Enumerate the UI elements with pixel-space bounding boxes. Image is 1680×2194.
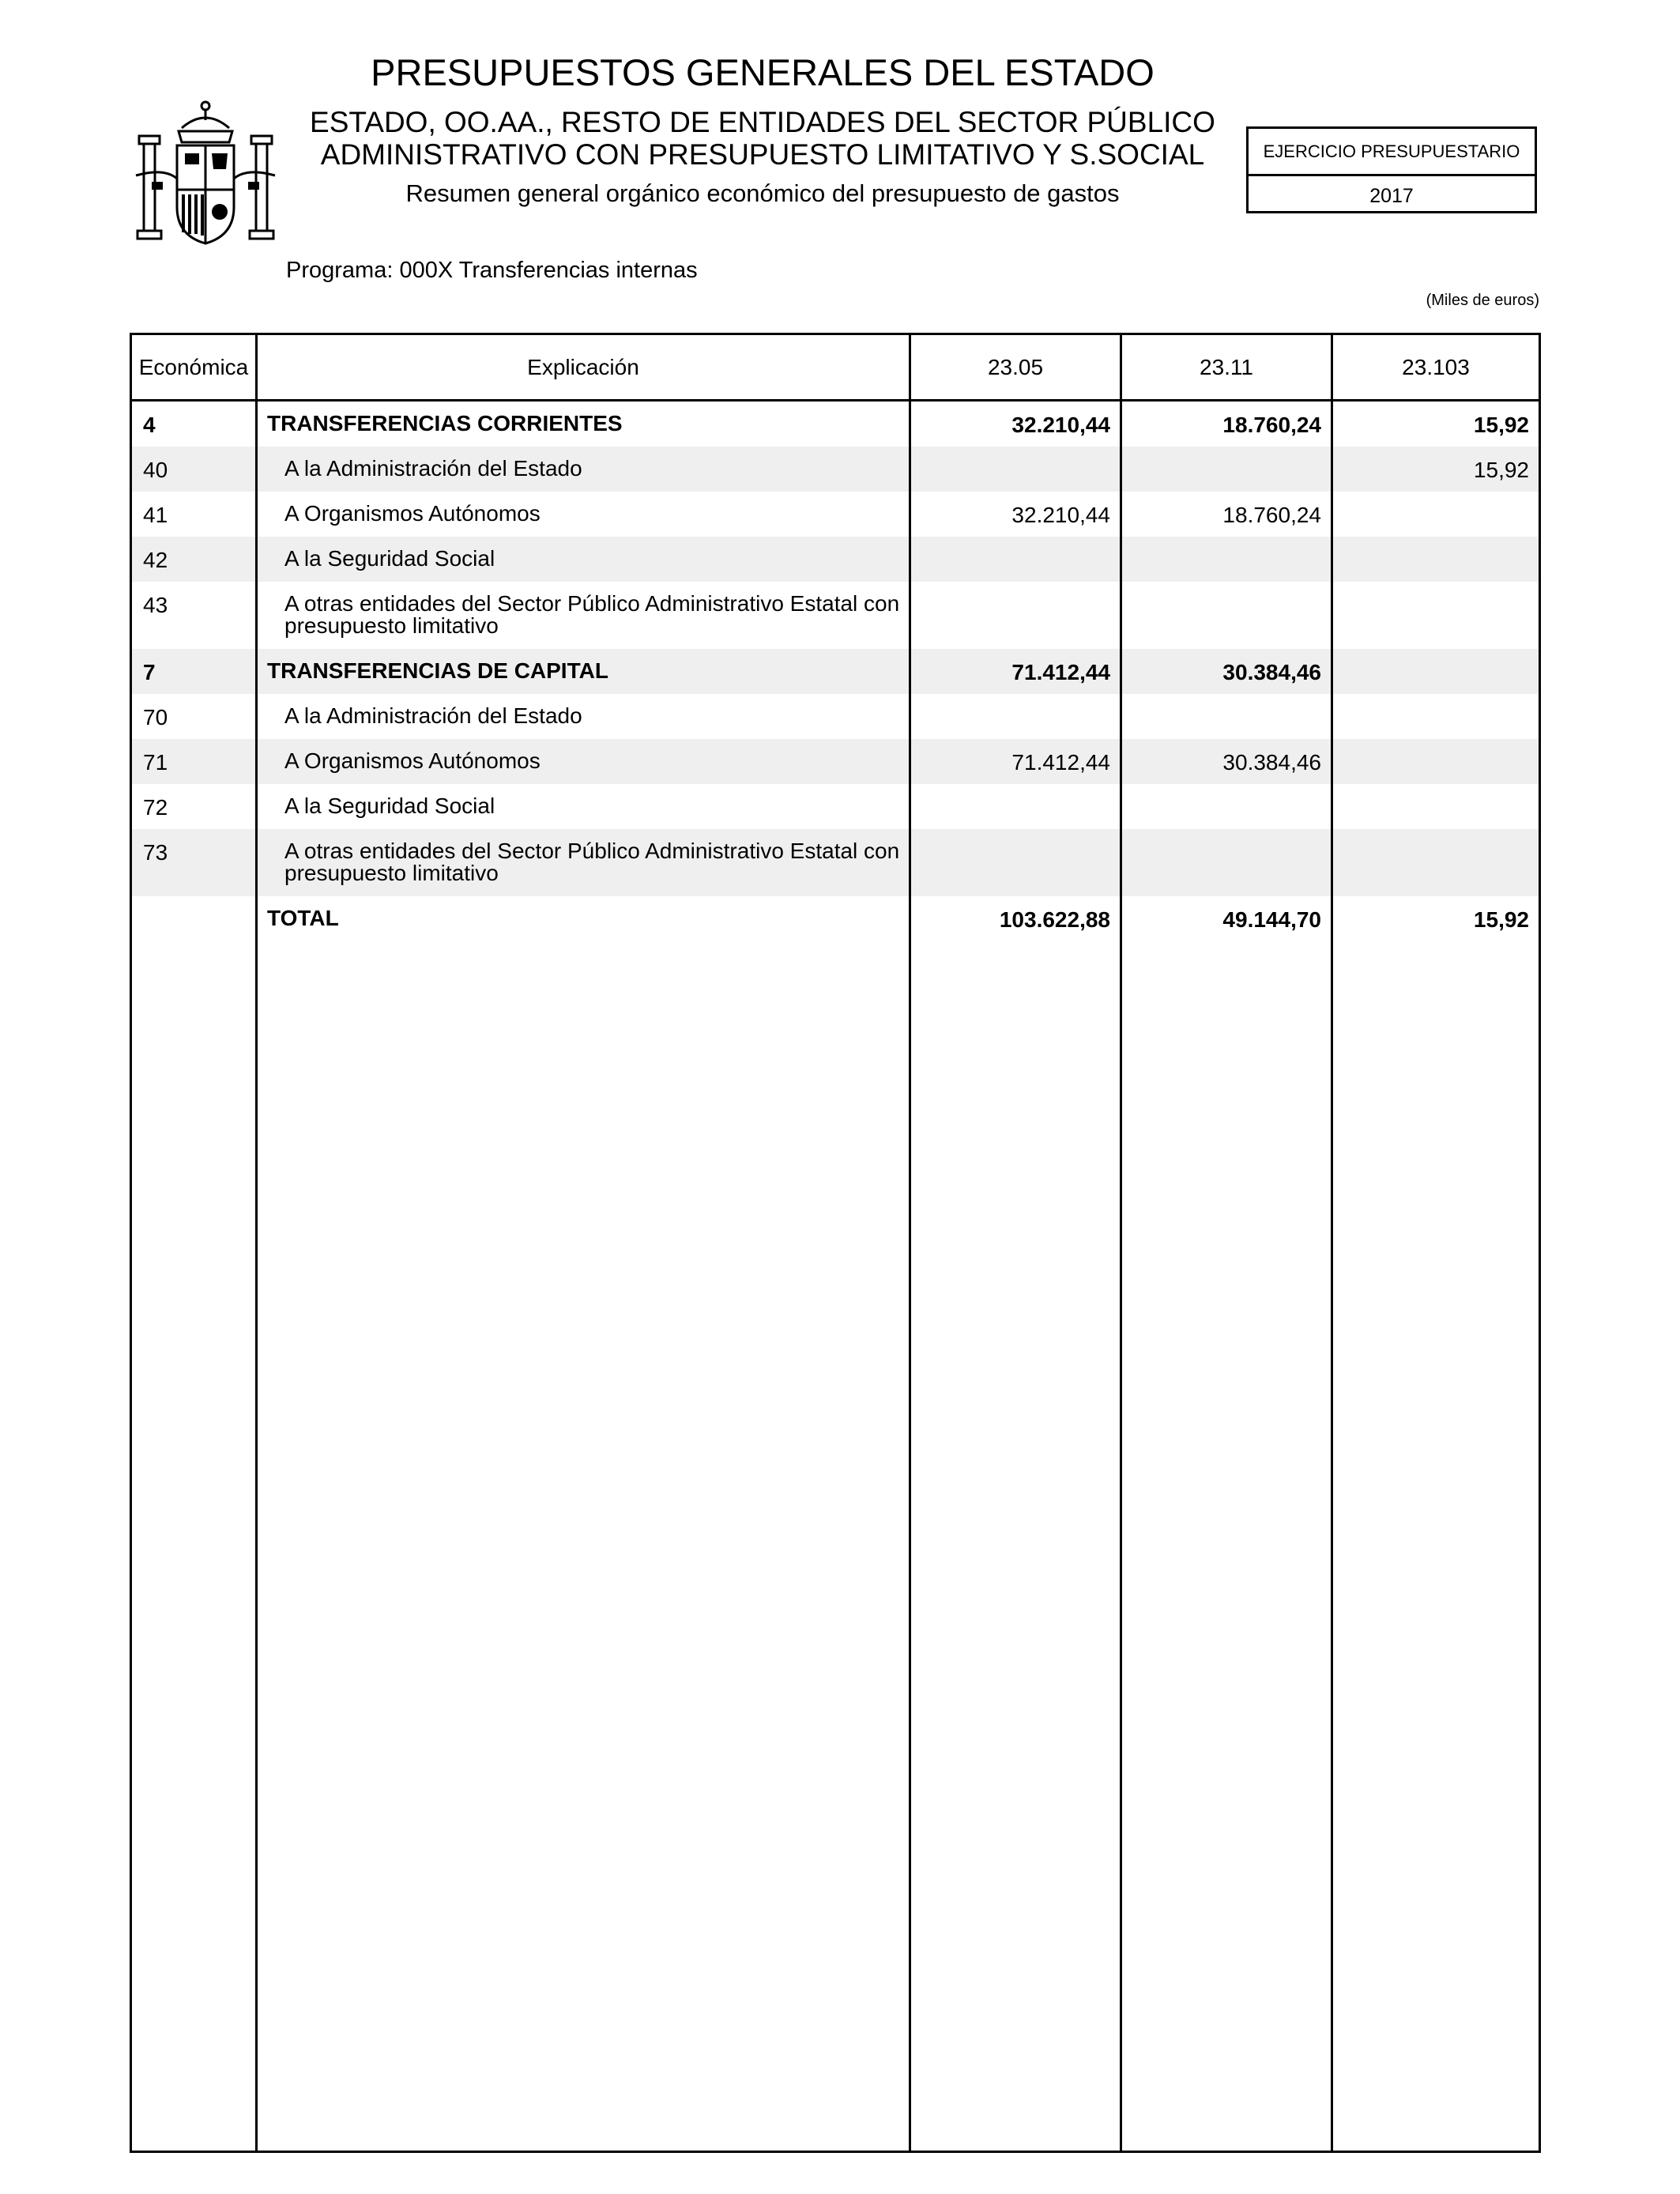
row-value-23103: [1333, 582, 1539, 649]
table-row: [132, 537, 1539, 582]
row-value-2311: [1122, 784, 1331, 829]
col-header-2305: 23.05: [987, 355, 1044, 379]
row-explanation: A Organismos Autónomos: [284, 748, 541, 773]
row-value-2305: 71.412,44: [1011, 750, 1110, 775]
table-row: [132, 784, 1539, 829]
ejercicio-value: 2017: [1369, 185, 1414, 207]
document-subtitle-line2: ADMINISTRATIVO CON PRESUPUESTO LIMITATIVO Y S.SOCIAL: [320, 138, 1205, 171]
row-code: 41: [143, 503, 168, 527]
row-value-2305: [911, 829, 1120, 896]
programa-label: Programa: 000X Transferencias internas: [286, 258, 698, 283]
document-title: PRESUPUESTOS GENERALES DEL ESTADO: [371, 51, 1155, 93]
row-code: 7: [143, 660, 156, 684]
row-value-23103: 15,92: [1473, 413, 1529, 437]
row-code: 73: [143, 840, 168, 865]
row-code: [132, 896, 255, 941]
document-subtitle-line1: ESTADO, OO.AA., RESTO DE ENTIDADES DEL SECTOR PÚBLICO: [310, 106, 1215, 138]
row-value-2311: [1122, 829, 1331, 896]
col-header-economica: Económica: [138, 355, 249, 379]
row-value-2305: [911, 784, 1120, 829]
row-explanation: A Organismos Autónomos: [284, 501, 541, 526]
row-value-23103: [1333, 784, 1539, 829]
ejercicio-box: [1246, 126, 1537, 213]
row-value-2305: [911, 447, 1120, 492]
row-value-23103: [1333, 649, 1539, 694]
row-explanation: TRANSFERENCIAS CORRIENTES: [267, 411, 623, 435]
row-explanation: A la Administración del Estado: [284, 703, 582, 728]
row-value-2311: 18.760,24: [1222, 413, 1321, 437]
row-value-23103: [1333, 492, 1539, 537]
row-explanation: A otras entidades del Sector Público Administrativo Estatal con presupuesto limitativo: [284, 839, 900, 885]
row-value-2311: [1122, 537, 1331, 582]
row-code: 71: [143, 750, 168, 775]
row-value-23103: [1333, 694, 1539, 739]
table-row-total: [132, 896, 1539, 941]
row-value-2305: [911, 582, 1120, 649]
budget-table: [130, 333, 1541, 2153]
row-explanation: A la Administración del Estado: [284, 456, 582, 481]
row-value-2311: [1122, 582, 1331, 649]
row-explanation: TOTAL: [267, 906, 339, 930]
ejercicio-label: EJERCICIO PRESUPUESTARIO: [1249, 129, 1535, 176]
col-header-23103: 23.103: [1402, 355, 1470, 379]
document-subtitle-line3: Resumen general orgánico económico del presupuesto de gastos: [405, 179, 1120, 207]
row-value-2311: 18.760,24: [1222, 503, 1321, 527]
row-value-2305: [911, 694, 1120, 739]
row-value-2305: 32.210,44: [1011, 413, 1110, 437]
row-value-2305: 103.622,88: [999, 907, 1110, 932]
table-row: [132, 649, 1539, 694]
row-value-2311: [1122, 694, 1331, 739]
col-header-2311: 23.11: [1200, 355, 1253, 379]
row-value-2305: [911, 537, 1120, 582]
table-row: [132, 739, 1539, 784]
row-explanation: A la Seguridad Social: [284, 546, 495, 571]
row-value-2311: 30.384,46: [1222, 660, 1321, 684]
row-value-2305: 71.412,44: [1011, 660, 1110, 684]
row-value-2305: 32.210,44: [1011, 503, 1110, 527]
row-value-23103: 15,92: [1473, 907, 1529, 932]
row-explanation: A otras entidades del Sector Público Administrativo Estatal con presupuesto limitativo: [284, 591, 900, 638]
row-value-23103: [1333, 739, 1539, 784]
row-code: 4: [143, 413, 156, 437]
row-explanation: TRANSFERENCIAS DE CAPITAL: [267, 658, 608, 683]
table-row: [132, 447, 1539, 492]
table-row: [132, 401, 1539, 447]
row-code: 72: [143, 795, 168, 820]
row-code: 70: [143, 705, 168, 729]
row-code: 42: [143, 548, 168, 572]
col-header-explicacion: Explicación: [527, 355, 639, 379]
row-explanation: A la Seguridad Social: [284, 794, 495, 818]
row-value-23103: 15,92: [1473, 458, 1529, 482]
row-value-23103: [1333, 537, 1539, 582]
spain-coat-of-arms-icon: [133, 96, 278, 251]
row-code: 43: [143, 593, 168, 617]
row-value-2311: 30.384,46: [1222, 750, 1321, 775]
units-label: (Miles de euros): [1426, 292, 1539, 309]
table-row: [132, 582, 1539, 649]
row-value-2311: 49.144,70: [1222, 907, 1321, 932]
table-row: [132, 492, 1539, 537]
table-row: [132, 694, 1539, 739]
table-row: [132, 829, 1539, 896]
row-value-2311: [1122, 447, 1331, 492]
row-value-23103: [1333, 829, 1539, 896]
row-code: 40: [143, 458, 168, 482]
